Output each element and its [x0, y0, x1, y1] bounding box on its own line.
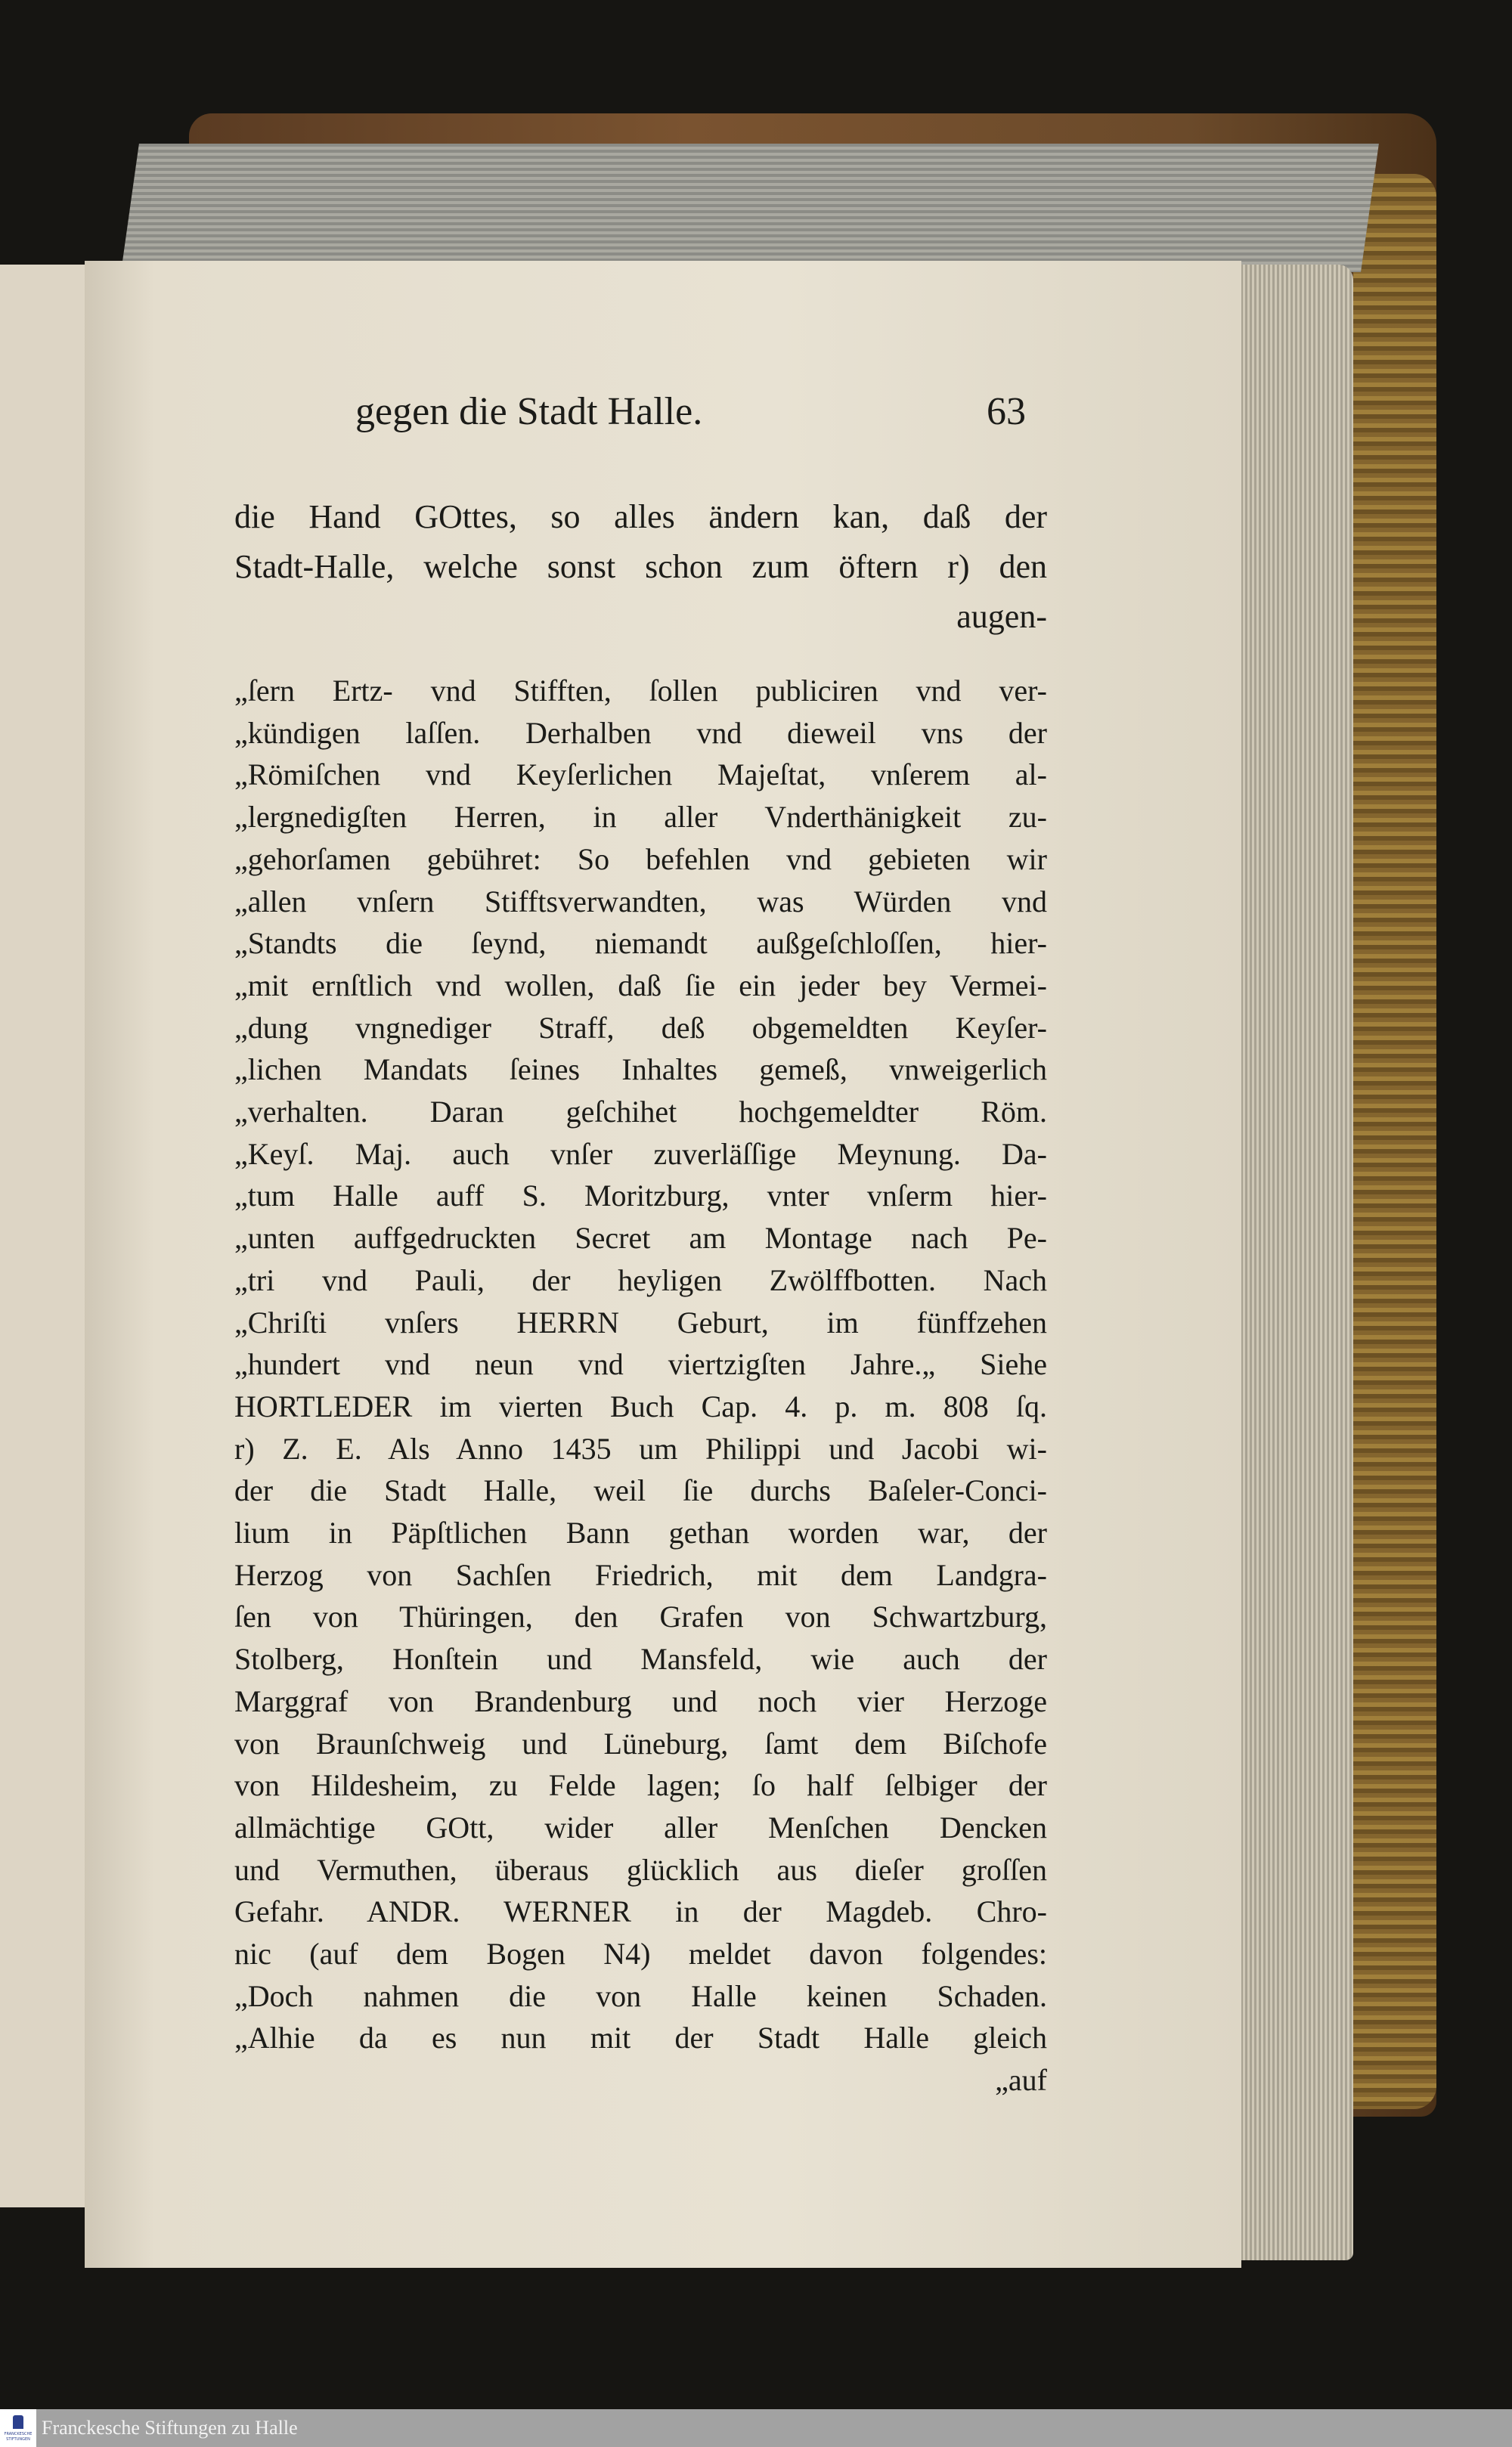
footnote-line: „lergnedigſten Herren, in aller Vnderthänigkeit zu-	[234, 800, 1047, 835]
footnote-line: und Vermuthen, überaus glücklich aus dieſer groſſen	[234, 1852, 1047, 1887]
footnote-line: von Braunſchweig und Lüneburg, ſamt dem Biſchofe	[234, 1726, 1047, 1761]
footnote-line: von Hildesheim, zu Felde lagen; ſo half ſelbiger der	[234, 1768, 1047, 1803]
footnote-line: „dung vngnediger Straff, deß obgemeldten Keyſer-	[234, 1010, 1047, 1045]
page-number: 63	[987, 390, 1026, 433]
footnote-line: „unten auffgedruckten Secret am Montage nach Pe-	[234, 1221, 1047, 1256]
footnote-line: „ſern Ertz- vnd Stifften, ſollen publiciren vnd ver-	[234, 674, 1047, 708]
footnote-line: „Chriſti vnſers HERRN Geburt, im fünffzehen	[234, 1305, 1047, 1340]
footnote-line: „tri vnd Pauli, der heyligen Zwölffbotten. Nach	[234, 1262, 1047, 1297]
footnote-line: „Standts die ſeynd, niemandt außgeſchloſſen, hier-	[234, 926, 1047, 961]
footnote-line: Gefahr. ANDR. WERNER in der Magdeb. Chro-	[234, 1894, 1047, 1929]
body-line: die Hand GOttes, so alles ändern kan, daß der	[234, 498, 1047, 535]
body-line: augen-	[956, 598, 1047, 635]
footnote-line: lium in Päpſtlichen Bann gethan worden war, der	[234, 1516, 1047, 1550]
footnote-line: „hundert vnd neun vnd viertzigſten Jahre.„ Siehe	[234, 1347, 1047, 1382]
page-edges-top	[121, 144, 1379, 272]
footnote-line: „kündigen laſſen. Derhalben vnd dieweil vns der	[234, 715, 1047, 750]
logo-figure-icon	[13, 2415, 23, 2429]
footer-title: Franckesche Stiftungen zu Halle	[42, 2417, 298, 2439]
footnote-line: „gehorſamen gebühret: So befehlen vnd gebieten wir	[234, 841, 1047, 876]
footnote-line: Marggraf von Brandenburg und noch vier Herzoge	[234, 1683, 1047, 1718]
footnote-line: „verhalten. Daran geſchihet hochgemeldter Röm.	[234, 1095, 1047, 1129]
footnote-line: „Keyſ. Maj. auch vnſer zuverläſſige Meynung. Da-	[234, 1136, 1047, 1171]
left-page	[0, 265, 87, 2207]
footnote-line: „lichen Mandats ſeines Inhaltes gemeß, vnweigerlich	[234, 1052, 1047, 1087]
footnote-line: „auf	[995, 2063, 1047, 2098]
footnote-line: ſen von Thüringen, den Grafen von Schwartzburg,	[234, 1600, 1047, 1634]
page-edges-right	[1225, 265, 1353, 2260]
footnote-line: nic (auf dem Bogen N4) meldet davon folgendes:	[234, 1937, 1047, 1971]
footnote-line: „Doch nahmen die von Halle keinen Schaden.	[234, 1978, 1047, 2013]
footnote-line: „allen vnſern Stifftsverwandten, was Würden vnd	[234, 884, 1047, 918]
footnote-line: HORTLEDER im vierten Buch Cap. 4. p. m. 808 ſq.	[234, 1389, 1047, 1423]
institution-logo	[0, 2409, 36, 2447]
footnote-line: „Römiſchen vnd Keyſerlichen Majeſtat, vnſerem al-	[234, 757, 1047, 792]
footnote-line: „Alhie da es nun mit der Stadt Halle gleich	[234, 2021, 1047, 2055]
running-head: gegen die Stadt Halle.	[355, 390, 703, 433]
footnote-line: Herzog von Sachſen Friedrich, mit dem Landgra-	[234, 1557, 1047, 1592]
footnote-line: „mit ernſtlich vnd wollen, daß ſie ein jeder bey Vermei-	[234, 968, 1047, 1002]
footnote-line: Stolberg, Honſtein und Mansfeld, wie auch der	[234, 1642, 1047, 1677]
book-cover-edge	[1353, 174, 1436, 2109]
logo-text: FRANCKESCHE STIFTUNGEN	[4, 2432, 33, 2442]
footnote-line: allmächtige GOtt, wider aller Menſchen Dencken	[234, 1810, 1047, 1845]
footer-bar	[0, 2409, 1512, 2447]
footnote-line: der die Stadt Halle, weil ſie durchs Baſeler-Conci-	[234, 1473, 1047, 1508]
body-line: Stadt-Halle, welche sonst schon zum öftern r) den	[234, 548, 1047, 585]
footnote-line: „tum Halle auff S. Moritzburg, vnter vnſerm hier-	[234, 1179, 1047, 1213]
footnote-line: r) Z. E. Als Anno 1435 um Philippi und Jacobi wi-	[234, 1431, 1047, 1466]
